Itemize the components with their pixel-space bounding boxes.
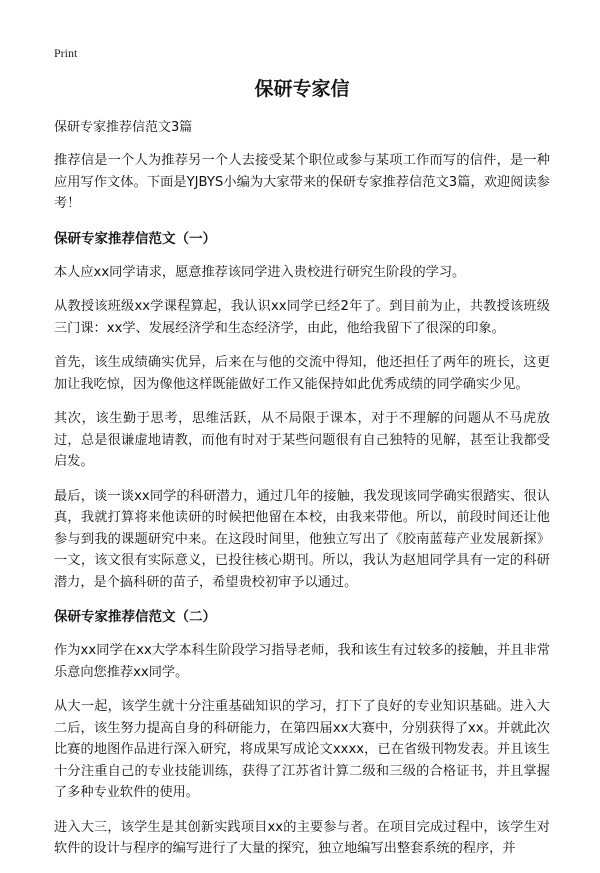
- print-link[interactable]: Print: [54, 46, 78, 60]
- document-subtitle: 保研专家推荐信范文3篇: [54, 120, 193, 135]
- paragraph: 首先，该生成绩确实优异，后来在与他的交流中得知，他还担任了两年的班长，这更加让我吃惊，因为像他这样既能做好工作又能保持如此优秀成绩的同学确实少见。: [54, 355, 550, 392]
- section-heading-1: 保研专家推荐信范文（一）: [54, 230, 216, 247]
- paragraph: 作为xx同学在xx大学本科生阶段学习指导老师，我和该生有过较多的接触，并且非常乐意向您推荐xx同学。: [54, 643, 550, 680]
- paragraph: 最后，谈一谈xx同学的科研潜力，通过几年的接触，我发现该同学确实很踏实、很认真，我就打算将来他读研的时候把他留在本校，由我来带他。所以，前段时间还让他参与到我的课题研究中来。在这段时间里，他独立写出了《胶南蓝莓产业发展新探》一文，该文很有实际意义，已投往核心期刊。所以，我认为赵旭同学具有一定的科研潜力，是个搞科研的苗子，希望贵校初审予以通过。: [54, 488, 550, 590]
- page-title: 保研专家信: [254, 78, 350, 100]
- section-heading-2: 保研专家推荐信范文（二）: [54, 609, 216, 625]
- paragraph: 本人应xx同学请求，愿意推荐该同学进入贵校进行研究生阶段的学习。: [54, 264, 466, 280]
- paragraph: 从教授该班级xx学课程算起，我认识xx同学已经2年了。到目前为止，共教授该班级三门课：xx学、发展经济学和生态经济学，由此，他给我留下了很深的印象。: [54, 299, 550, 336]
- paragraph: 其次，该生勤于思考，思维活跃，从不局限于课本，对于不理解的问题从不马虎放过，总是很谦虚地请教，而他有时对于某些问题很有自己独特的见解，甚至让我都受启发。: [54, 411, 550, 469]
- document-body: [54, 76, 550, 873]
- intro-paragraph: 推荐信是一个人为推荐另一个人去接受某个职位或参与某项工作而写的信件，是一种应用写作文体。下面是YJBYS小编为大家带来的保研专家推荐信范文3篇，欢迎阅读参考！: [54, 153, 550, 211]
- paragraph: 从大一起，该学生就十分注重基础知识的学习，打下了良好的专业知识基础。进入大二后，该生努力提高自身的科研能力，在第四届xx大赛中，分别获得了xx。并就此次比赛的地图作品进行深入研究，将成果写成论文xxxx，已在省级刊物发表。并且该生十分注重自己的专业技能训练，获得了江苏省计算二级和三级的合格证书，并且掌握了多种专业软件的使用。: [54, 699, 550, 800]
- paragraph: 进入大三，该学生是其创新实践项目xx的主要参与者。在项目完成过程中，该学生对软件的设计与程序的编写进行了大量的探究，独立地编写出整套系统的程序，并: [54, 819, 550, 856]
